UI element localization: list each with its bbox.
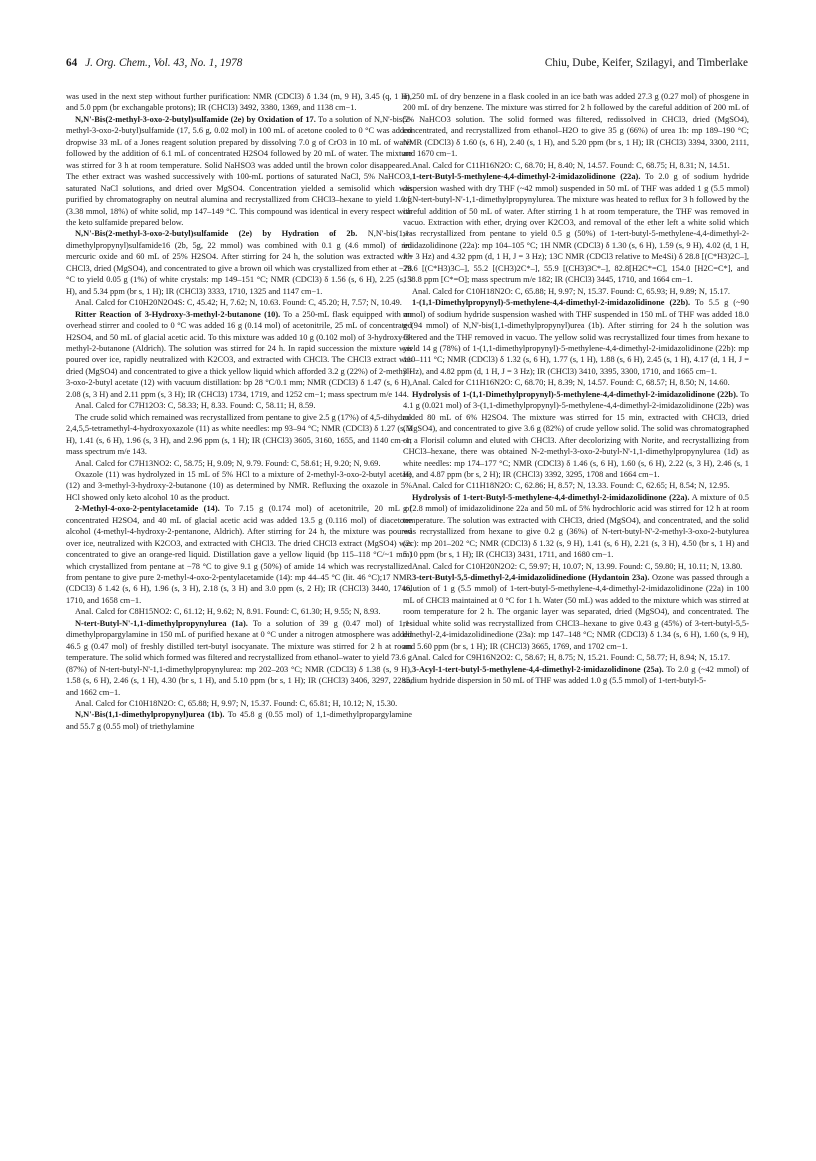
paragraph bbox=[403, 480, 749, 491]
paragraph-body: Anal. Calcd for C11H16N2O: C, 68.70; H, 8.40; N, 14.57. Found: C, 68.75; H, 8.31; N, 14.51. bbox=[412, 160, 730, 170]
paragraph bbox=[403, 561, 749, 572]
paragraph-body: To 2.0 g (~42 mmol) of sodium hydride dispersion in 50 mL of THF was added 1.0 g (5.5 mmol) of 1-tert-butyl-5- bbox=[403, 664, 749, 686]
paragraph-body: Anal. Calcd for C10H18N2O: C, 65.88; H, 9.97; N, 15.37. Found: C, 65.93; H, 9.89; N, 15.17. bbox=[412, 286, 731, 296]
paragraph bbox=[66, 698, 412, 709]
paragraph bbox=[66, 469, 412, 503]
paragraph bbox=[403, 377, 749, 388]
paragraph bbox=[66, 91, 412, 114]
paragraph bbox=[66, 309, 412, 401]
paragraph-body: Anal. Calcd for C7H13NO2: C, 58.75; H, 9.09; N, 9.79. Found: C, 58.61; H, 9.20; N, 9.69. bbox=[75, 458, 381, 468]
paragraph bbox=[66, 709, 412, 732]
paragraph-heading: 1-(1,1-Dimethylpropynyl)-5-methylene-4,4-dimethyl-2-imidazolidinone (22b). bbox=[412, 298, 691, 308]
header-left bbox=[66, 57, 242, 69]
paragraph bbox=[66, 114, 412, 229]
paragraph bbox=[403, 286, 749, 297]
paragraph-body: Anal. Calcd for C11H16N2O: C, 68.70; H, 8.39; N, 14.57. Found: C, 68.57; H, 8.50; N, 14.60. bbox=[412, 378, 730, 388]
paragraph-body: was used in the next step without further purification: NMR (CDCl3) δ 1.34 (m, 9 H), 3.45 (q, 1 H), and 5.0 ppm (br exchangable protons); IR (CHCl3) 3492, 3380, 1369, and 1138 cm−1. bbox=[66, 92, 412, 113]
paragraph bbox=[66, 618, 412, 698]
paragraph-body: The crude solid which remained was recrystallized from pentane to give 2.5 g (17%) of 4,5-dihydro-2,4,5,5-tetramethyl-4-hydroxyoxazole (11) as white needles: mp 93–94 °C; NMR (CDCl3) δ 1.27 (s, 3 H), 1.41 (s, 6 H), 1.96 (s, 3 H), and 2.96 ppm (s, 1 H); IR (CHCl3) 3605, 3160, 1655, and 1140 cm−1; mass spectrum m/e 143. bbox=[66, 412, 412, 457]
paragraph-body: Anal. Calcd for C7H12O3: C, 58.33; H, 8.33. Found: C, 58.11; H, 8.59. bbox=[75, 401, 316, 411]
paragraph-body: N,N'-bis(1,1-dimethylpropynyl)sulfamide16 (2b, 5g, 22 mmol) was combined with 0.1 g (4.6 mmol) of red mercuric oxide and 60 mL of 25% H2SO4. After stirring for 24 h, the solution was extracted with CHCl3, dried (MgSO4), and concentrated to give a brown oil which was crystallized from ether at −78 °C to yield 0.05 g (1%) of white crystals: mp 149–151 °C; NMR (CDCl3) δ 1.56 (s, 6 H), 2.25 (s, 3 H), and 5.34 ppm (br s, 1 H); IR (CHCl3) 3333, 1710, 1325 and 1147 cm−1. bbox=[66, 229, 412, 296]
paragraph-body: To a solution of N,N'-bis(2-methyl-3-oxo-2-butyl)sulfamide (17, 5.6 g, 0.02 mol) in 100 mL of acetone cooled to 0 °C was added dropwise 33 mL of a Jones reagent solution prepared by dissolving 7.0 g of CrO3 in 10 mL of water followed by the addition of 6.1 mL of concentrated H2SO4 followed by 20 mL of water. The mixture was stirred for 3 h at room temperature. Solid NaHSO3 was added until the brown color disappeared. The ether extract was washed successively with 100-mL portions of saturated NaCl, 5% NaHCO3, saturated NaCl solutions, and dried over MgSO4. Concentration yielded a semisolid which was purified by chromatography on neutral alumina and recrystallized from CHCl3–hexane to yield 1.0 g (3.38 mmol, 18%) of white solid, mp 147–149 °C. This compound was identical in every respect with the keto sulfamide prepared below. bbox=[66, 114, 412, 227]
paragraph-body: Anal. Calcd for C10H18N2O: C, 65.88; H, 9.97; N, 15.37. Found: C, 65.81; H, 10.12; N, 15.30. bbox=[75, 699, 398, 709]
paragraph-heading: 2-Methyl-4-oxo-2-pentylacetamide (14). bbox=[75, 504, 220, 514]
paragraph-body: Anal. Calcd for C9H16N2O2: C, 58.67; H, 8.75; N, 15.21. Found: C, 58.77; H, 8.94; N, 15.17. bbox=[412, 653, 731, 663]
paragraph-body: Oxazole (11) was hydrolyzed in 15 mL of 5% HCl to a mixture of 2-methyl-3-oxo-2-butyl acetate (12) and 3-methyl-3-hydroxy-2-butanone (10) as determined by NMR. Refluxing the oxazole in 5% HCl showed only keto alcohol 10 as the product. bbox=[66, 469, 412, 502]
paragraph-heading: Hydrolysis of 1-(1,1-Dimethylpropynyl)-5-methylene-4,4-dimethyl-2-imidazolidinone (22b). bbox=[412, 389, 738, 399]
paragraph-heading: N,N'-Bis(1,1-dimethylpropynyl)urea (1b). bbox=[75, 710, 225, 720]
paragraph-heading: N-tert-Butyl-N'-1,1-dimethylpropynylurea (1a). bbox=[75, 618, 248, 628]
left-column bbox=[66, 91, 412, 1136]
paragraph bbox=[66, 297, 412, 308]
paragraph-body: Anal. Calcd for C10H20N2O4S: C, 45.42; H, 7.62; N, 10.63. Found: C, 45.20; H, 7.57; N, 10.49. bbox=[75, 298, 402, 308]
paragraph-body: To 4.1 g (0.021 mol) of 3-(1,1-dimethylpropynyl)-5-methylene-4,4-dimethyl-2-imidazolidinone (22b) was added 80 mL of 6% H2SO4. The mixture was stirred for 15 min, extracted with CHCl3, dried (MgSO4), and concentrated to give 3.6 g (82%) of crude yellow solid. The solid was chromatographed on a Florisil column and eluted with CHCl3. After decolorizing with Norite, and recrystallizing from CHCl3–hexane, there was obtained N-2-methyl-3-oxo-2-butyl-N'-1,1-dimethylpropynylurea (1d) as white needles: mp 174–177 °C; NMR (CDCl3) δ 1.46 (s, 6 H), 1.60 (s, 6 H), 2.22 (s, 3 H), 2.46 (s, 1 H), and 4.87 ppm (br s, 2 H); IR (CHCl3) 3392, 3295, 1708 and 1664 cm−1. bbox=[403, 389, 749, 479]
paragraph-body: To a 250-mL flask equipped with an overhead stirrer and cooled to 0 °C was added 16 g (0.14 mol) of acetonitrile, 25 mL of concentrated H2SO4, and 50 mL of glacial acetic acid. To this mixture was added 10 g (0.102 mol) of 3-hydroxy-3-methyl-2-butanone (Aldrich). The solution was stirred for 24 h. In rapid succession the mixture was poured over ice, rapidly neutralized with K2CO3, and extracted with CHCl3. The CHCl3 extract was dried (MgSO4) and concentrated to give a thick yellow liquid which afforded 3.2 g (22%) of 2-methyl-3-oxo-2-butyl acetate (12) with vacuum distillation: bp 28 °C/0.1 mm; NMR (CDCl3) δ 1.47 (s, 6 H), 2.08 (s, 3 H) and 2.11 ppm (s, 3 H); IR (CHCl3) 1734, 1719, and 1252 cm−1; mass spectrum m/e 144. bbox=[66, 309, 412, 399]
paragraph-body: Anal. Calcd for C10H20N2O2: C, 59.97; H, 10.07; N, 13.99. Found: C, 59.80; H, 10.11; N, 13.80. bbox=[412, 561, 743, 571]
paragraph-body: To 5.5 g (~90 mmol) of sodium hydride suspension washed with THF suspended in 150 mL of THF was added 18.0 g (94 mmol) of N,N'-bis(1,1-dimethylpropynyl)urea (1b). After stirring for 24 h the solution was filtered and the THF removed in vacuo. The yellow solid was recrystallized four times from hexane to yield 14 g (78%) of 1-(1,1-dimethylpropynyl)-5-methylene-4,4-dimethyl-2-imidazolidinone (22b): mp 110–111 °C; NMR (CDCl3) δ 1.32 (s, 6 H), 1.77 (s, 1 H), 1.88 (s, 6 H), 2.45 (s, 1 H), 4.17 (d, 1 H, J = 3 Hz), and 4.82 ppm (d, 1 H, J = 3 Hz); IR (CHCl3) 3410, 3395, 3300, 1710, and 1665 cm−1. bbox=[403, 298, 749, 376]
paragraph-heading: 3-tert-Butyl-5,5-dimethyl-2,4-imidazolidinedione (Hydantoin 23a). bbox=[412, 573, 650, 583]
paragraph bbox=[66, 228, 412, 297]
paragraph bbox=[66, 458, 412, 469]
paragraph-heading: N,N'-Bis(2-methyl-3-oxo-2-butyl)sulfamide (2e) by Hydration of 2b. bbox=[75, 229, 358, 239]
paragraph-body: To a solution of 39 g (0.47 mol) of 1,1-dimethylpropargylamine in 150 mL of purified hexane at 0 °C under a nitrogen atmosphere was added 46.5 g (0.47 mol) of freshly distilled tert-butyl isocyanate. The mixture was stirred for 2 h at room temperature. The solid which formed was filtered and recrystallized from ethanol–water to yield 73.6 g (87%) of N-tert-butyl-N'-1,1-dimethylpropynylurea: mp 202–203 °C; NMR (CDCl3) δ 1.38 (s, 9 H), 1.58 (s, 6 H), 2.46 (s, 1 H), 4.30 (br s, 1 H), and 5.10 ppm (br s, 1 H); IR (CHCl3) 3406, 3297, 2285, and 1662 cm−1. bbox=[66, 618, 412, 697]
paragraph-body: To 2.0 g of sodium hydride dispersion washed with dry THF (~42 mmol) suspended in 50 mL of THF was added 1 g (5.5 mmol) of N-tert-butyl-N'-1,1-dimethylpropynylurea. The mixture was heated to reflux for 3 h followed by the careful addition of 50 mL of water. After stirring 1 h at room temperature, the THF was removed in vacuo. Extraction with ether, drying over K2CO3, and removal of the ether left a white solid which was recrystallized from pentane to yield 0.5 g (50%) of 1-tert-butyl-5-methylene-4,4-dimethyl-2-imidazolidinone (22a): mp 104–105 °C; 1H NMR (CDCl3) δ 1.30 (s, 6 H), 1.59 (s, 9 H), 4.02 (d, 1 H, J = 3 Hz) and 4.32 ppm (d, 1 H, J = 3 Hz); 13C NMR (CDCl3 relative to Me4Si) δ 28.8 [(C*H3)2C–], 29.6 [(C*H3)3C–], 55.2 [(CH3)2C*–], 55.9 [(CH3)3C*–], 82.8[H2C*=C], 154.0 [H2C=C*], and 158.8 ppm [C*=O]; mass spectrum m/e 182; IR (CHCl3) 3445, 1710, and 1664 cm−1. bbox=[403, 172, 749, 285]
paragraph-heading: 1-tert-Butyl-5-methylene-4,4-dimethyl-2-imidazolidinone (22a). bbox=[412, 172, 641, 182]
paragraph-body: Anal. Calcd for C8H15NO2: C, 61.12; H, 9.62; N, 8.91. Found: C, 61.30; H, 9.55; N, 8.93. bbox=[75, 607, 381, 617]
right-column bbox=[403, 91, 749, 1136]
paragraph bbox=[66, 606, 412, 617]
paragraph bbox=[403, 492, 749, 561]
paragraph bbox=[403, 664, 749, 687]
paragraph bbox=[66, 503, 412, 606]
paragraph-body: Anal. Calcd for C11H18N2O: C, 62.86; H, 8.57; N, 13.33. Found: C, 62.65; H, 8.54; N, 12.95. bbox=[412, 481, 730, 491]
running-header bbox=[66, 57, 748, 73]
paragraph bbox=[66, 400, 412, 411]
paragraph-heading: Ritter Reaction of 3-Hydroxy-3-methyl-2-butanone (10). bbox=[75, 309, 281, 319]
paragraph bbox=[403, 652, 749, 663]
header-authors: Chiu, Dube, Keifer, Szilagyi, and Timberlake bbox=[544, 57, 748, 69]
journal-citation: J. Org. Chem., Vol. 43, No. 1, 1978 bbox=[85, 57, 243, 69]
paragraph-heading: N,N'-Bis(2-methyl-3-oxo-2-butyl)sulfamide (2e) by Oxidation of 17. bbox=[75, 114, 316, 124]
paragraph-body: To 45.8 g (0.55 mol) of 1,1-dimethylpropargylamine and 55.7 g (0.55 mol) of triethylamine bbox=[66, 710, 412, 731]
paragraph bbox=[66, 412, 412, 458]
paragraph bbox=[403, 572, 749, 652]
paragraph-heading: 3-Acyl-1-tert-butyl-5-methylene-4,4-dimethyl-2-imidazolidinone (25a). bbox=[412, 664, 664, 674]
paragraph-heading: Hydrolysis of 1-tert-Butyl-5-methylene-4,4-dimethyl-2-imidazolidinone (22a). bbox=[412, 492, 690, 502]
paragraph-body: in 250 mL of dry benzene in a flask cooled in an ice bath was added 27.3 g (0.27 mol) of phosgene in 200 mL of dry benzene. The mixture was stirred for 2 h followed by the careful addition of 200 mL of 5% NaHCO3 solution. The solid formed was filtered, redissolved in CHCl3, dried (MgSO4), concentrated, and recrystallized from ethanol–H2O to give 35 g (66%) of urea 1b: mp 189–190 °C; NMR (CDCl3) δ 1.60 (s, 6 H), 2.40 (s, 1 H), and 5.20 ppm (br s, 1 H); IR (CHCl3) 3394, 3300, 2111, and 1670 cm−1. bbox=[403, 92, 749, 159]
paragraph-body: To 7.15 g (0.174 mol) of acetonitrile, 20 mL of concentrated H2SO4, and 40 mL of glacial acetic acid was added 13.5 g (0.116 mol) of diacetone alcohol (4-methyl-4-hydroxy-2-pentanone, Aldrich). After stirring for 24 h, the mixture was poured over ice, neutralized with K2CO3, and extracted with CHCl3. The dried CHCl3 extract (MgSO4) was concentrated to give an orange-red liquid. Distillation gave a yellow liquid (bp 115–118 °C/~1 mm) which crystallized from pentane at −78 °C to give 9.1 g (50%) of amide 14 which was recrystallized from pentane to give pure 2-methyl-4-oxo-2-pentylacetamide (14): mp 44–45 °C (lit. 46 °C);17 NMR (CDCl3) δ 1.42 (s, 6 H), 1.96 (s, 3 H), 2.18 (s, 3 H) and 3.0 ppm (s, 2 H); IR (CHCl3) 3440, 1746, 1710, and 1658 cm−1. bbox=[66, 504, 412, 605]
paragraph bbox=[403, 171, 749, 286]
paragraph bbox=[403, 389, 749, 481]
page-number: 64 bbox=[66, 57, 78, 69]
paragraph bbox=[403, 160, 749, 171]
paragraph-body: Ozone was passed through a solution of 1 g (5.5 mmol) of 1-tert-butyl-5-methylene-4,4-dimethyl-2-imidazolidinone (22a) in 100 mL of CHCl3 maintained at 0 °C for 1 h. Water (50 mL) was added to the mixture which was stirred at room temperature for 2 h. The organic layer was separated, dried (MgSO4), and concentrated. The residual white solid was recrystallized from CHCl3–hexane to give 0.43 g (45%) of 3-tert-butyl-5,5-dimethyl-2,4-imidazolidinedione (23a): mp 147–148 °C; NMR (CDCl3) δ 1.34 (s, 6 H), 1.60 (s, 9 H), and 5.60 ppm (br s, 1 H); IR (CHCl3) 3665, 1769, and 1702 cm−1. bbox=[403, 573, 749, 651]
paragraph bbox=[403, 91, 749, 160]
paragraph-body: A mixture of 0.5 g (2.8 mmol) of imidazolidinone 22a and 50 mL of 5% hydrochloric acid was stirred for 12 h at room temperature. The solution was extracted with CHCl3, dried (MgSO4), and concentrated, and the solid was recrystallized from hexane to give 0.2 g (36%) of N-tert-butyl-N'-2-methyl-3-oxo-2-butylurea (2c): mp 201–202 °C; NMR (CDCl3) δ 1.32 (s, 9 H), 1.41 (s, 6 H), 2.21 (s, 3 H), 4.50 (br s, 1 H) and 5.10 ppm (br s, 1 H); IR (CHCl3) 3431, 1711, and 1680 cm−1. bbox=[403, 492, 749, 560]
paragraph bbox=[403, 297, 749, 377]
